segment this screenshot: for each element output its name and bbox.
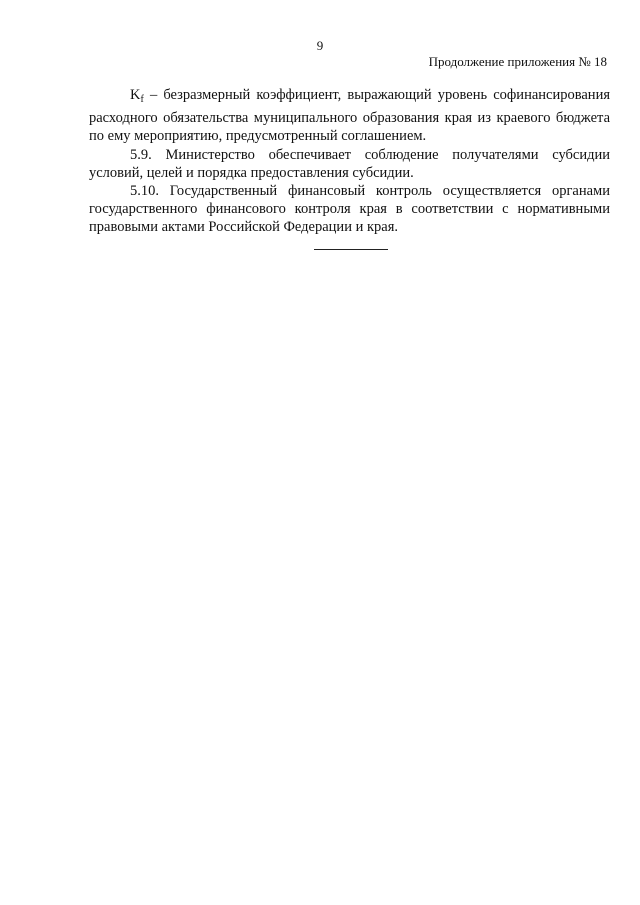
end-of-document-rule	[314, 249, 388, 250]
kf-definition-text: – безразмерный коэффициент, выражающий уровень софинансирования расходного обязательства муниципального образования края из краевого бюджета по ему мероприятию, предусмотренный соглашением.	[89, 87, 610, 145]
kf-subscript: f	[140, 94, 144, 105]
appendix-continuation-label: Продолжение приложения № 18	[428, 54, 607, 69]
page-number: 9	[316, 38, 324, 53]
kf-symbol: K	[130, 87, 141, 103]
paragraph-5-10: 5.10. Государственный финансовый контроль осуществляется органами государственного финансового контроля края в соответствии с нормативными правовыми актами Российской Федерации и края.	[89, 183, 610, 236]
document-body	[89, 86, 610, 237]
paragraph-5-9: 5.9. Министерство обеспечивает соблюдение получателями субсидии условий, целей и порядка предоставления субсидии.	[89, 146, 610, 181]
paragraph-kf-definition	[89, 86, 610, 146]
